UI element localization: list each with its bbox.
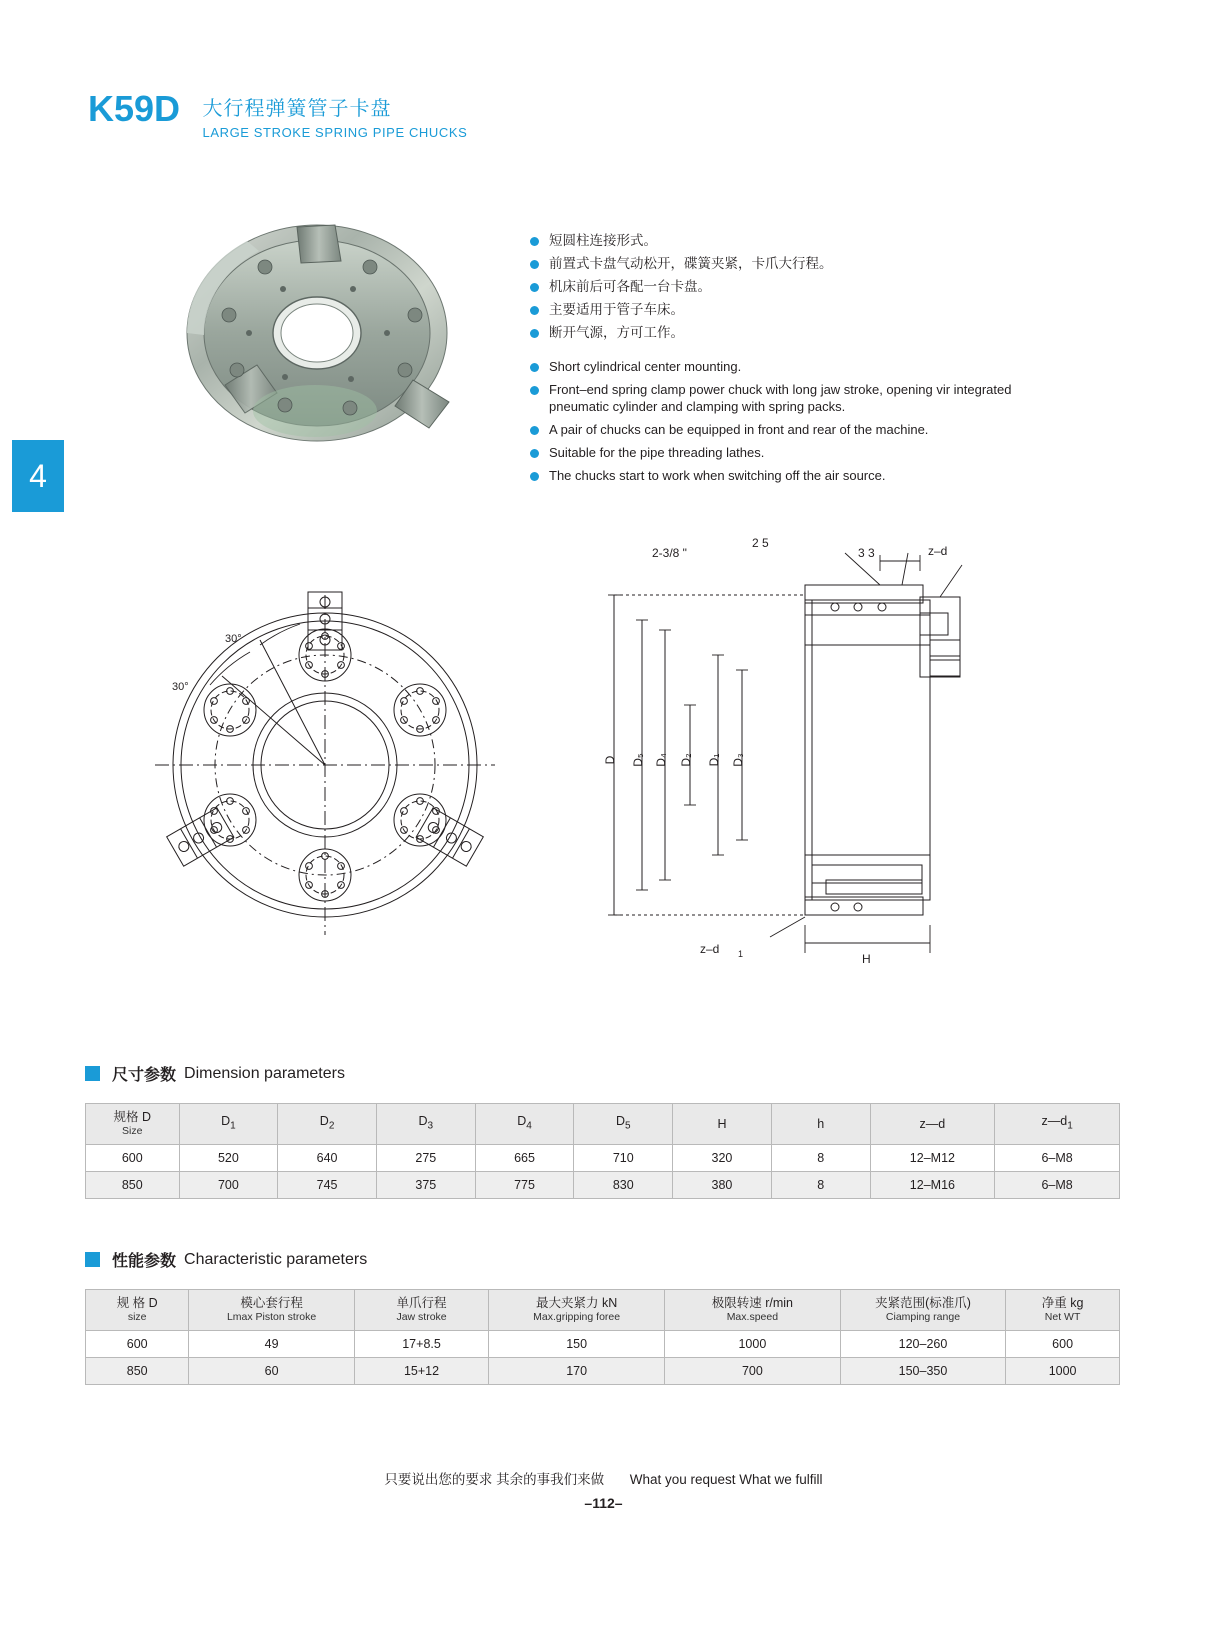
table-header-cell bbox=[1006, 1290, 1120, 1331]
cell: 17+8.5 bbox=[354, 1331, 488, 1358]
front-view-svg bbox=[140, 570, 510, 970]
cell: 275 bbox=[376, 1145, 475, 1172]
bullet-dot-icon bbox=[530, 329, 539, 338]
cell: 170 bbox=[489, 1358, 665, 1385]
header-cn: 规 格 D bbox=[116, 1296, 158, 1310]
dim-label-D1: D₁ bbox=[707, 753, 721, 767]
table-header-cell bbox=[489, 1290, 665, 1331]
cell: 600 bbox=[86, 1331, 189, 1358]
cell: 830 bbox=[574, 1172, 673, 1199]
list-item bbox=[530, 444, 1060, 461]
bullet-dot-icon bbox=[530, 306, 539, 315]
cell: 700 bbox=[665, 1358, 841, 1385]
cell: 12–M16 bbox=[870, 1172, 995, 1199]
cell: 600 bbox=[86, 1145, 180, 1172]
header-cn: 模心套行程 bbox=[240, 1296, 303, 1310]
table-header-cell: $D_4$ bbox=[475, 1104, 574, 1145]
feature-text-en: The chucks start to work when switching off the air source. bbox=[549, 468, 886, 483]
table-header-cell bbox=[354, 1290, 488, 1331]
header-en: Max.speed bbox=[726, 1311, 779, 1323]
bullet-dot-icon bbox=[530, 386, 539, 395]
section-marker-icon bbox=[85, 1066, 100, 1081]
header-en: size bbox=[127, 1311, 147, 1323]
cell: 49 bbox=[189, 1331, 354, 1358]
cell: 6–M8 bbox=[995, 1172, 1120, 1199]
section-heading-characteristic bbox=[85, 1248, 367, 1271]
table-row bbox=[86, 1172, 1120, 1199]
header-en: Max.gripping foree bbox=[533, 1311, 621, 1323]
dim-label-33: 3 3 bbox=[858, 546, 875, 560]
cell: 600 bbox=[1006, 1331, 1120, 1358]
cell: 710 bbox=[574, 1145, 673, 1172]
chapter-tab bbox=[12, 440, 64, 512]
dimension-table bbox=[85, 1103, 1120, 1199]
feature-text-en: A pair of chucks can be equipped in front and rear of the machine. bbox=[549, 422, 929, 437]
table-header-cell: h bbox=[771, 1104, 870, 1145]
footer-slogan-cn: 只要说出您的要求 其余的事我们来做 bbox=[384, 1472, 605, 1487]
bullet-dot-icon bbox=[530, 426, 539, 435]
table-header-cell bbox=[86, 1290, 189, 1331]
header-en: Net WT bbox=[1044, 1311, 1081, 1323]
front-view-drawing bbox=[140, 570, 510, 970]
page-header bbox=[88, 88, 788, 158]
table-row bbox=[86, 1331, 1120, 1358]
table-row bbox=[86, 1358, 1120, 1385]
feature-text-cn: 主要适用于管子车床。 bbox=[549, 302, 684, 317]
cell: 320 bbox=[673, 1145, 772, 1172]
cell: 745 bbox=[278, 1172, 377, 1199]
dim-label-D: D bbox=[603, 755, 617, 765]
cell: 120–260 bbox=[840, 1331, 1005, 1358]
feature-text-cn: 断开气源，方可工作。 bbox=[549, 325, 684, 340]
cell: 1000 bbox=[1006, 1358, 1120, 1385]
dim-label-D3: D₃ bbox=[731, 753, 745, 767]
list-item bbox=[530, 421, 1060, 438]
header-en: Jaw stroke bbox=[396, 1311, 447, 1323]
section-heading-dimension bbox=[85, 1062, 345, 1085]
footer-slogan bbox=[0, 1468, 1207, 1488]
bullet-dot-icon bbox=[530, 472, 539, 481]
section-view-drawing bbox=[590, 525, 1010, 975]
feature-text-en: Suitable for the pipe threading lathes. bbox=[549, 445, 765, 460]
header-en: Lmax Piston stroke bbox=[226, 1311, 317, 1323]
list-item bbox=[530, 381, 1060, 415]
list-item bbox=[530, 301, 1050, 318]
angle-label-2: 30° bbox=[172, 681, 189, 693]
section-title-cn: 性能参数 bbox=[112, 1253, 177, 1270]
footer-slogan-en: What you request What we fulfill bbox=[629, 1472, 823, 1487]
header-cn: 最大夹紧力 kN bbox=[535, 1296, 618, 1310]
cell: 150 bbox=[489, 1331, 665, 1358]
list-item bbox=[530, 358, 1060, 375]
bullet-dot-icon bbox=[530, 237, 539, 246]
table-header-cell: $D_5$ bbox=[574, 1104, 673, 1145]
cell: 700 bbox=[179, 1172, 278, 1199]
cell: 775 bbox=[475, 1172, 574, 1199]
feature-text-cn: 前置式卡盘气动松开，碟簧夹紧，卡爪大行程。 bbox=[549, 256, 833, 271]
cell: 665 bbox=[475, 1145, 574, 1172]
feature-text-en: Short cylindrical center mounting. bbox=[549, 359, 742, 374]
header-en: Size bbox=[122, 1125, 143, 1137]
feature-text-cn: 机床前后可各配一台卡盘。 bbox=[549, 279, 711, 294]
table-header-row bbox=[86, 1290, 1120, 1331]
cell: 150–350 bbox=[840, 1358, 1005, 1385]
cell: 8 bbox=[771, 1145, 870, 1172]
header-cn: 单爪行程 bbox=[396, 1296, 447, 1310]
table-header-cell: $z—d_1$ bbox=[995, 1104, 1120, 1145]
cell: 850 bbox=[86, 1172, 180, 1199]
cell: 850 bbox=[86, 1358, 189, 1385]
bullet-dot-icon bbox=[530, 363, 539, 372]
dim-label-D4: D₄ bbox=[654, 753, 668, 767]
chuck-photo-illustration bbox=[165, 205, 475, 460]
cell: 640 bbox=[278, 1145, 377, 1172]
product-photo bbox=[165, 205, 475, 460]
dim-label-D5: D₅ bbox=[631, 753, 645, 767]
feature-text-en: Front–end spring clamp power chuck with long jaw stroke, opening vir integrated pneumatic cylinder and clamping with spring packs. bbox=[549, 382, 1012, 414]
cell: 15+12 bbox=[354, 1358, 488, 1385]
table-header-cell: $D_1$ bbox=[179, 1104, 278, 1145]
table-header-cell: $D_3$ bbox=[376, 1104, 475, 1145]
dim-label-zd1: z–d bbox=[700, 942, 720, 956]
list-item bbox=[530, 255, 1050, 272]
bullet-dot-icon bbox=[530, 449, 539, 458]
dim-label-D2: D₂ bbox=[679, 753, 693, 767]
product-title-en: LARGE STROKE SPRING PIPE CHUCKS bbox=[202, 125, 468, 140]
table-header-cell: H bbox=[673, 1104, 772, 1145]
cell: 60 bbox=[189, 1358, 354, 1385]
table-header-cell bbox=[665, 1290, 841, 1331]
header-en: Ciamping range bbox=[885, 1311, 961, 1323]
feature-text-cn: 短圆柱连接形式。 bbox=[549, 233, 657, 248]
cell: 380 bbox=[673, 1172, 772, 1199]
section-title-en: Characteristic parameters bbox=[184, 1250, 368, 1268]
cell: 8 bbox=[771, 1172, 870, 1199]
angle-label-1: 30° bbox=[225, 633, 242, 645]
bullet-dot-icon bbox=[530, 260, 539, 269]
dim-label-25: 2 5 bbox=[752, 536, 769, 550]
cell: 6–M8 bbox=[995, 1145, 1120, 1172]
product-title-cn: 大行程弹簧管子卡盘 bbox=[202, 98, 392, 120]
page-number: –112– bbox=[584, 1495, 623, 1511]
chapter-number: 4 bbox=[29, 457, 47, 494]
header-cn: 极限转速 r/min bbox=[711, 1296, 794, 1310]
list-item bbox=[530, 232, 1050, 249]
table-header-cell: z—d bbox=[870, 1104, 995, 1145]
section-title-en: Dimension parameters bbox=[184, 1064, 345, 1082]
title-block bbox=[203, 88, 468, 140]
section-marker-icon bbox=[85, 1252, 100, 1267]
table-header-cell bbox=[840, 1290, 1005, 1331]
table-header-cell bbox=[189, 1290, 354, 1331]
table-header-row bbox=[86, 1104, 1120, 1145]
list-item bbox=[530, 324, 1050, 341]
table-header-cell: $D_2$ bbox=[278, 1104, 377, 1145]
header-cn: 规格 D bbox=[113, 1110, 152, 1124]
table-row bbox=[86, 1145, 1120, 1172]
list-item bbox=[530, 278, 1050, 295]
header-cn: 夹紧范围(标准爪) bbox=[875, 1296, 971, 1310]
characteristic-table bbox=[85, 1289, 1120, 1385]
list-item bbox=[530, 467, 1060, 484]
section-title-cn: 尺寸参数 bbox=[112, 1067, 177, 1084]
svg-text:1: 1 bbox=[738, 949, 744, 959]
cell: 520 bbox=[179, 1145, 278, 1172]
cell: 375 bbox=[376, 1172, 475, 1199]
dim-label-H: H bbox=[862, 952, 871, 966]
section-view-svg bbox=[590, 525, 1010, 975]
model-code: K59D bbox=[88, 88, 181, 129]
cell: 12–M12 bbox=[870, 1145, 995, 1172]
table-header-cell bbox=[86, 1104, 180, 1145]
features-list-en bbox=[530, 358, 1060, 490]
dim-label-zd: z–d bbox=[928, 544, 948, 558]
dim-label-pipe: 2-3/8 " bbox=[652, 546, 687, 560]
header-cn: 净重 kg bbox=[1041, 1296, 1084, 1310]
features-list-cn bbox=[530, 232, 1050, 347]
cell: 1000 bbox=[665, 1331, 841, 1358]
bullet-dot-icon bbox=[530, 283, 539, 292]
